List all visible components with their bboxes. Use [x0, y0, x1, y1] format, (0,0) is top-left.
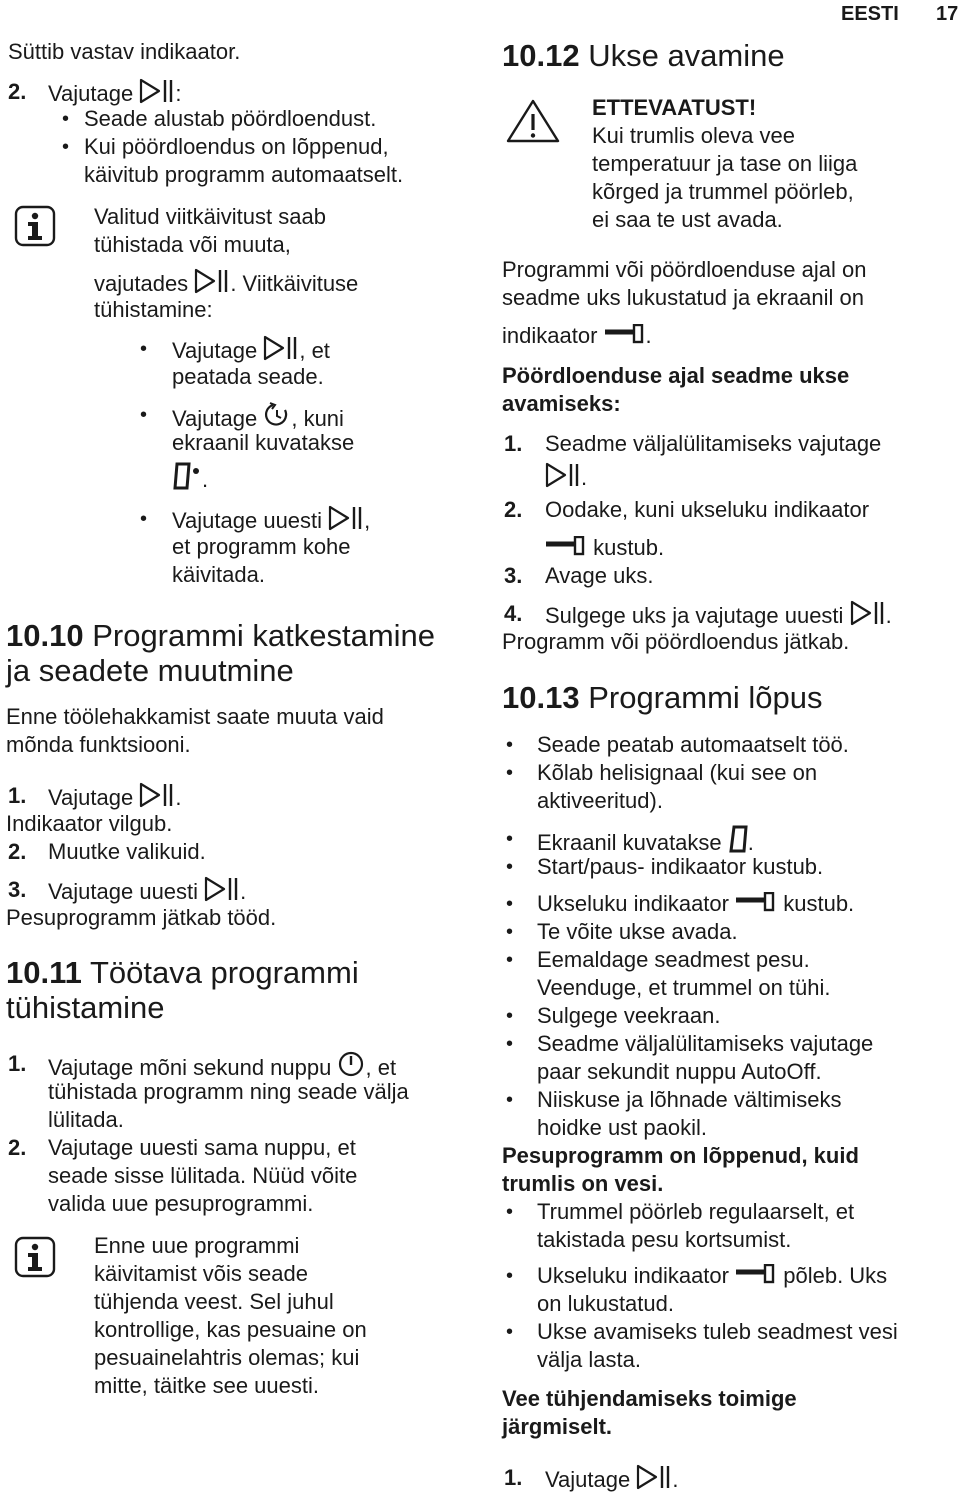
info-text: käivitamist võis seade — [94, 1261, 308, 1286]
caution-text: temperatuur ja tase on liiga — [592, 151, 858, 176]
list-item: peatada seade. — [172, 364, 324, 389]
list-item: et programm kohe — [172, 534, 351, 559]
info-text: kontrollige, kas pesuaine on — [94, 1317, 367, 1342]
list-item: Trummel pöörleb regulaarselt, et — [537, 1199, 855, 1224]
step-text: Seadme väljalülitamiseks vajutage — [545, 431, 882, 456]
header-language: EESTI — [841, 3, 899, 25]
display-zero-apostrophe-icon — [172, 462, 202, 490]
play-pause-icon — [328, 505, 364, 531]
bullet: • — [140, 508, 148, 530]
step-text: valida uue pesuprogrammi. — [48, 1191, 314, 1216]
step-text: Indikaator vilgub. — [6, 811, 173, 836]
bullet: • — [506, 1321, 514, 1343]
delay-start-icon — [263, 401, 291, 429]
door-lock-icon — [735, 1264, 777, 1286]
info-text: pesuainelahtris olemas; kui — [94, 1345, 360, 1370]
step-text: kustub. — [545, 534, 664, 562]
list-item: Seade peatab automaatselt töö. — [537, 732, 849, 757]
step-text: Vajutage : — [48, 78, 181, 108]
list-item: Ukseluku indikaator kustub. — [537, 891, 855, 916]
door-lock-icon — [604, 324, 646, 346]
step-text: lülitada. — [48, 1107, 124, 1132]
list-item: käivitada. — [172, 562, 265, 587]
step-number: 1. — [504, 431, 523, 456]
section-heading-10-11: 10.11 Töötava programmi — [6, 955, 359, 990]
list-item: välja lasta. — [537, 1347, 641, 1372]
info-text: Enne uue programmi — [94, 1233, 300, 1258]
info-text: tühistamine: — [94, 297, 213, 322]
section-heading-10-12: 10.12 Ukse avamine — [502, 38, 785, 73]
step-text: . — [545, 462, 587, 492]
bold-heading: Vee tühjendamiseks toimige — [502, 1386, 797, 1411]
step-text: Vajutage uuesti sama nuppu, et — [48, 1135, 356, 1160]
list-item: Niiskuse ja lõhnade vältimiseks — [537, 1087, 842, 1112]
bold-heading: avamiseks: — [502, 391, 621, 416]
list-item: hoidke ust paokil. — [537, 1115, 707, 1140]
info-text: tühistada või muuta, — [94, 232, 291, 257]
list-item: on lukustatud. — [537, 1291, 674, 1316]
step-number: 1. — [8, 1051, 27, 1076]
step-number: 2. — [504, 497, 523, 522]
bullet: • — [506, 762, 514, 784]
info-icon — [14, 1236, 56, 1278]
list-item: Kui pöördloendus on lõppenud, — [84, 134, 389, 159]
list-item: takistada pesu kortsumist. — [537, 1227, 792, 1252]
step-text: Vajutage . — [48, 782, 181, 812]
step-number: 3. — [504, 563, 523, 588]
play-pause-icon — [636, 1464, 672, 1490]
bullet: • — [506, 1005, 514, 1027]
play-pause-icon — [204, 876, 240, 902]
list-item: Vajutage uuesti , — [172, 505, 370, 535]
step-text: Vajutage uuesti . — [48, 876, 246, 906]
power-icon — [337, 1050, 365, 1078]
bold-heading: Pesuprogramm on lõppenud, kuid — [502, 1143, 859, 1168]
play-pause-icon — [139, 78, 175, 104]
caution-text: kõrged ja trummel pöörleb, — [592, 179, 854, 204]
info-text: mitte, täitke see uuesti. — [94, 1373, 319, 1398]
list-item: Seadme väljalülitamiseks vajutage — [537, 1031, 874, 1056]
list-item: Kõlab helisignaal (kui see on — [537, 760, 818, 785]
list-item: Veenduge, et trummel on tühi. — [537, 975, 831, 1000]
step-number: 1. — [8, 783, 27, 808]
info-text: vajutades . Viitkäivituse — [94, 268, 358, 298]
step-text: Vajutage mõni sekund nuppu , et — [48, 1050, 396, 1082]
bullet: • — [62, 136, 70, 158]
info-icon — [14, 205, 56, 247]
door-lock-icon — [545, 536, 587, 558]
caution-text: Kui trumlis oleva vee — [592, 123, 795, 148]
list-item: Vajutage , et — [172, 335, 330, 365]
list-item: paar sekundit nuppu AutoOff. — [537, 1059, 822, 1084]
page-number: 17 — [936, 3, 959, 25]
list-item: Eemaldage seadmest pesu. — [537, 947, 810, 972]
step-text: Pesuprogramm jätkab tööd. — [6, 905, 277, 930]
caution-text: ei saa te ust avada. — [592, 207, 783, 232]
play-pause-icon — [139, 782, 175, 808]
step-number: 4. — [504, 601, 523, 626]
bullet: • — [506, 1089, 514, 1111]
list-item: Ukseluku indikaator põleb. Uks — [537, 1263, 888, 1288]
caution-title: ETTEVAATUST! — [592, 95, 757, 120]
bullet: • — [506, 856, 514, 878]
bullet: • — [140, 338, 148, 360]
step-text: Oodake, kuni ukseluku indikaator — [545, 497, 870, 522]
list-item: Ekraanil kuvatakse . — [537, 825, 754, 857]
paragraph: mõnda funktsiooni. — [6, 732, 191, 757]
display-zero-icon — [728, 825, 748, 853]
play-pause-icon — [850, 600, 886, 626]
warning-icon — [506, 98, 560, 144]
section-heading-10-10: 10.10 Programmi katkestamine — [6, 618, 436, 653]
info-text: Valitud viitkäivitust saab — [94, 204, 326, 229]
paragraph: seadme uks lukustatud ja ekraanil on — [502, 285, 864, 310]
step-text: seade sisse lülitada. Nüüd võite — [48, 1163, 358, 1188]
bullet: • — [506, 1033, 514, 1055]
bullet: • — [506, 828, 514, 850]
step-number: 3. — [8, 877, 27, 902]
bullet: • — [506, 1201, 514, 1223]
list-item: Start/paus- indikaator kustub. — [537, 854, 824, 879]
paragraph: indikaator . — [502, 323, 652, 348]
bullet: • — [506, 893, 514, 915]
section-heading-10-13: 10.13 Programmi lõpus — [502, 680, 823, 715]
bullet: • — [506, 921, 514, 943]
list-item: Seade alustab pöördloendust. — [84, 106, 377, 131]
bullet: • — [62, 108, 70, 130]
step-number: 1. — [504, 1465, 523, 1490]
section-heading-10-11-cont: tühistamine — [6, 990, 165, 1025]
list-item: . — [172, 462, 208, 494]
section-heading-10-10-cont: ja seadete muutmine — [6, 653, 294, 688]
bold-heading: Pöördloenduse ajal seadme ukse — [502, 363, 850, 388]
list-item: käivitub programm automaatselt. — [84, 162, 404, 187]
bullet: • — [140, 404, 148, 426]
step-text: Sulgege uks ja vajutage uuesti . — [545, 600, 892, 630]
list-item: Te võite ukse avada. — [537, 919, 738, 944]
bullet: • — [506, 949, 514, 971]
play-pause-icon — [545, 462, 581, 488]
step-text: Vajutage . — [545, 1464, 678, 1494]
bold-heading: trumlis on vesi. — [502, 1171, 664, 1196]
intro-text: Süttib vastav indikaator. — [8, 39, 241, 64]
paragraph: Programmi või pöördloenduse ajal on — [502, 257, 867, 282]
step-number: 2. — [8, 1135, 27, 1160]
step-text: Avage uks. — [545, 563, 654, 588]
list-item: Ukse avamiseks tuleb seadmest vesi — [537, 1319, 898, 1344]
bold-heading: järgmiselt. — [502, 1414, 613, 1439]
step-text: tühistada programm ning seade välja — [48, 1079, 409, 1104]
list-item: aktiveeritud). — [537, 788, 663, 813]
list-item: Vajutage , kuni — [172, 401, 344, 433]
info-text: tühjenda veest. Sel juhul — [94, 1289, 334, 1314]
step-number: 2. — [8, 79, 27, 104]
play-pause-icon — [194, 268, 230, 294]
door-lock-icon — [735, 892, 777, 914]
step-text: Programm või pöördloendus jätkab. — [502, 629, 850, 654]
bullet: • — [506, 734, 514, 756]
paragraph: Enne töölehakkamist saate muuta vaid — [6, 704, 384, 729]
list-item: Sulgege veekraan. — [537, 1003, 721, 1028]
step-text: Muutke valikuid. — [48, 839, 206, 864]
list-item: ekraanil kuvatakse — [172, 430, 355, 455]
step-number: 2. — [8, 839, 27, 864]
play-pause-icon — [263, 335, 299, 361]
bullet: • — [506, 1265, 514, 1287]
